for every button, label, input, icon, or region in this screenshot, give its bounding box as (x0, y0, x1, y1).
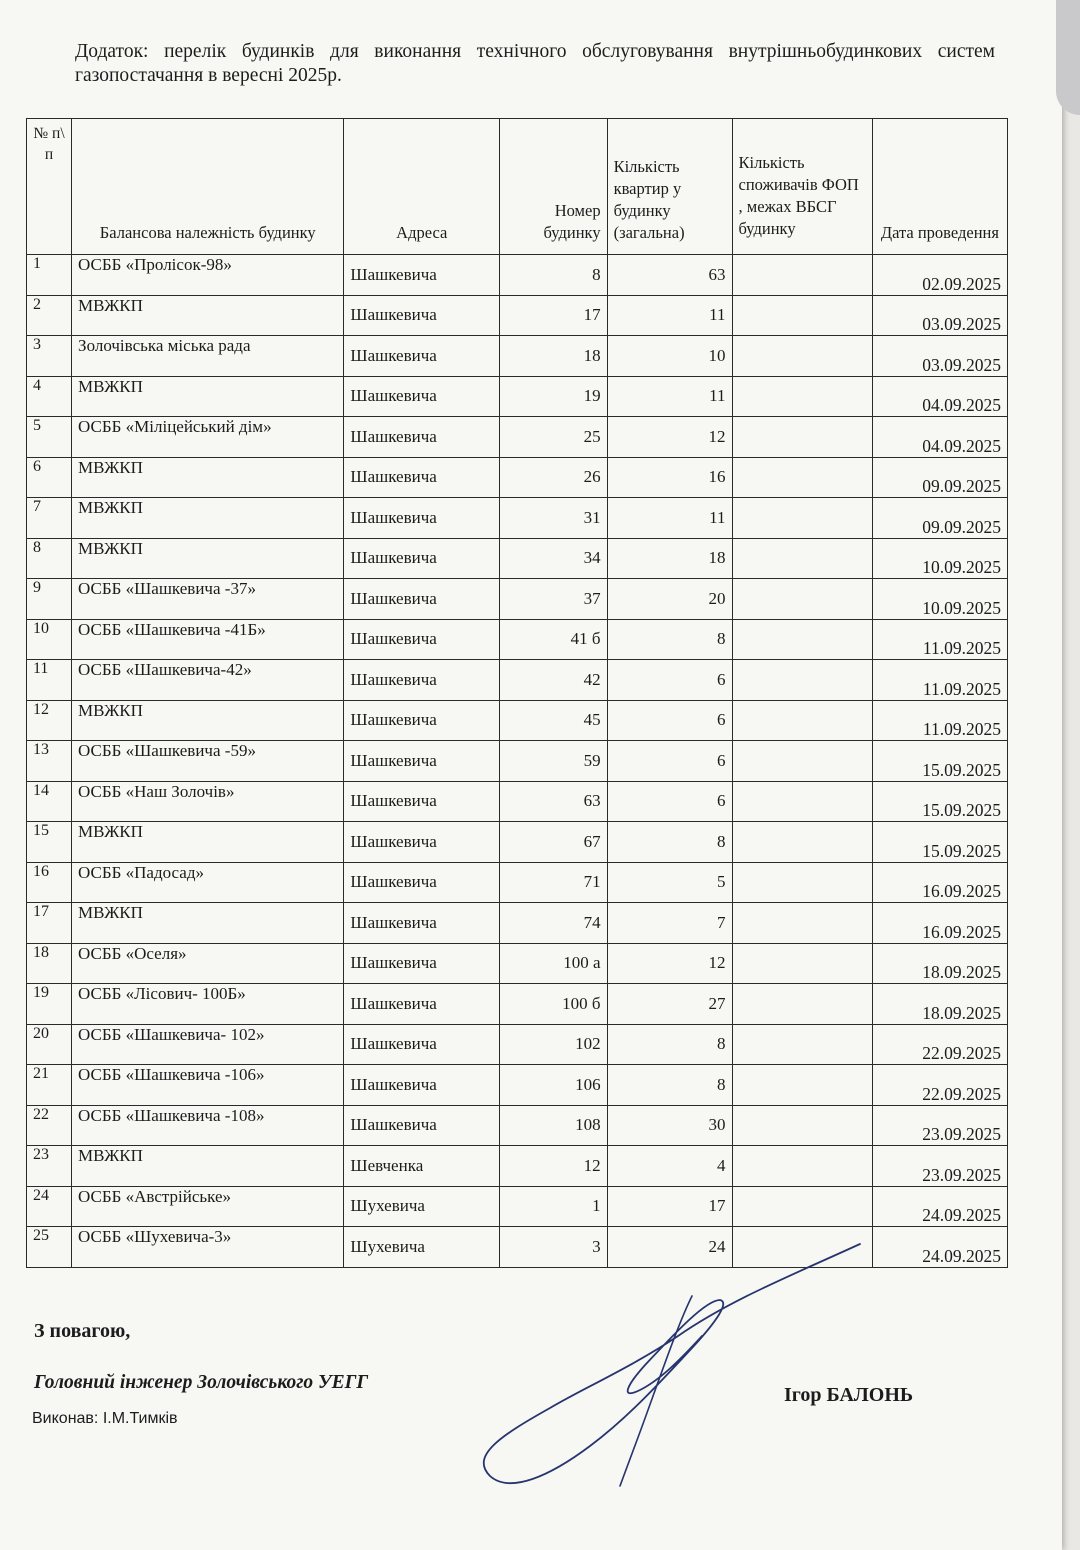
street-address: Шашкевича (344, 1105, 500, 1146)
service-date: 09.09.2025 (872, 498, 1007, 539)
apartment-count: 24 (607, 1227, 732, 1268)
street-address: Шухевича (344, 1186, 500, 1227)
table-row (27, 1146, 1008, 1187)
consumer-count (732, 255, 872, 296)
apartment-count: 12 (607, 417, 732, 458)
apartment-count: 11 (607, 295, 732, 336)
apartment-count: 11 (607, 498, 732, 539)
table-row (27, 781, 1008, 822)
column-header-house-number: Номер будинку (500, 119, 608, 255)
balance-holder: ОСББ «Пролісок-98» (72, 255, 344, 296)
street-address: Шашкевича (344, 943, 500, 984)
consumer-count (732, 984, 872, 1025)
street-address: Шашкевича (344, 457, 500, 498)
house-number: 1 (500, 1186, 608, 1227)
row-number: 21 (27, 1065, 72, 1106)
balance-holder: ОСББ «Шашкевича -106» (72, 1065, 344, 1106)
consumer-count (732, 660, 872, 701)
signer-position: Головний інженер Золочівського УЕГГ (34, 1372, 369, 1393)
balance-holder: ОСББ «Падосад» (72, 862, 344, 903)
service-date: 10.09.2025 (872, 579, 1007, 620)
table-row (27, 903, 1008, 944)
service-date: 11.09.2025 (872, 619, 1007, 660)
column-header-consumers: Кількість споживачів ФОП , межах ВБСГ будинку (732, 119, 872, 255)
apartment-count: 17 (607, 1186, 732, 1227)
apartment-count: 8 (607, 619, 732, 660)
table-row (27, 741, 1008, 782)
document-title: Додаток: перелік будинків для виконання технічного обслуговування внутрішньобудинкових систем газопостачання в вересні 2025р. (75, 41, 995, 86)
service-date: 22.09.2025 (872, 1024, 1007, 1065)
balance-holder: МВЖКП (72, 700, 344, 741)
house-number: 37 (500, 579, 608, 620)
row-number: 1 (27, 255, 72, 296)
house-number: 108 (500, 1105, 608, 1146)
binder-edge (1056, 0, 1080, 115)
balance-holder: ОСББ «Шашкевича -37» (72, 579, 344, 620)
closing-line: З повагою, (34, 1320, 131, 1342)
house-number: 67 (500, 822, 608, 863)
apartment-count: 10 (607, 336, 732, 377)
service-date: 10.09.2025 (872, 538, 1007, 579)
street-address: Шашкевича (344, 1065, 500, 1106)
street-address: Шашкевича (344, 498, 500, 539)
house-number: 12 (500, 1146, 608, 1187)
service-date: 04.09.2025 (872, 376, 1007, 417)
row-number: 20 (27, 1024, 72, 1065)
row-number: 14 (27, 781, 72, 822)
handwritten-signature (430, 1240, 870, 1500)
apartment-count: 30 (607, 1105, 732, 1146)
balance-holder: ОСББ «Наш Золочів» (72, 781, 344, 822)
consumer-count (732, 943, 872, 984)
apartment-count: 4 (607, 1146, 732, 1187)
house-number: 17 (500, 295, 608, 336)
row-number: 5 (27, 417, 72, 458)
house-number: 41 б (500, 619, 608, 660)
row-number: 19 (27, 984, 72, 1025)
house-number: 25 (500, 417, 608, 458)
table-row (27, 943, 1008, 984)
table-row (27, 822, 1008, 863)
apartment-count: 11 (607, 376, 732, 417)
street-address: Шухевича (344, 1227, 500, 1268)
street-address: Шашкевича (344, 984, 500, 1025)
apartment-count: 27 (607, 984, 732, 1025)
table-row (27, 1024, 1008, 1065)
house-number: 106 (500, 1065, 608, 1106)
consumer-count (732, 1024, 872, 1065)
table-row (27, 1105, 1008, 1146)
consumer-count (732, 1146, 872, 1187)
street-address: Шашкевича (344, 781, 500, 822)
street-address: Шевченка (344, 1146, 500, 1187)
street-address: Шашкевича (344, 376, 500, 417)
house-number: 71 (500, 862, 608, 903)
table-row (27, 255, 1008, 296)
street-address: Шашкевича (344, 336, 500, 377)
street-address: Шашкевича (344, 903, 500, 944)
row-number: 6 (27, 457, 72, 498)
service-date: 16.09.2025 (872, 862, 1007, 903)
table-row (27, 1065, 1008, 1106)
street-address: Шашкевича (344, 1024, 500, 1065)
balance-holder: ОСББ «Австрійське» (72, 1186, 344, 1227)
consumer-count (732, 1065, 872, 1106)
apartment-count: 6 (607, 781, 732, 822)
row-number: 7 (27, 498, 72, 539)
balance-holder: ОСББ «Шашкевича -59» (72, 741, 344, 782)
table-row (27, 1186, 1008, 1227)
table-row (27, 336, 1008, 377)
consumer-count (732, 295, 872, 336)
balance-holder: ОСББ «Шашкевича-42» (72, 660, 344, 701)
service-date: 18.09.2025 (872, 943, 1007, 984)
house-number: 31 (500, 498, 608, 539)
house-number: 74 (500, 903, 608, 944)
street-address: Шашкевича (344, 862, 500, 903)
table-header-row (27, 119, 1008, 255)
balance-holder: ОСББ «Лісович- 100Б» (72, 984, 344, 1025)
balance-holder: ОСББ «Шашкевича- 102» (72, 1024, 344, 1065)
column-header-balance: Балансова належність будинку (72, 119, 344, 255)
house-number: 63 (500, 781, 608, 822)
consumer-count (732, 1105, 872, 1146)
table-row (27, 619, 1008, 660)
apartment-count: 6 (607, 660, 732, 701)
service-date: 24.09.2025 (872, 1227, 1007, 1268)
apartment-count: 8 (607, 822, 732, 863)
balance-holder: МВЖКП (72, 538, 344, 579)
consumer-count (732, 619, 872, 660)
apartment-count: 63 (607, 255, 732, 296)
balance-holder: ОСББ «Міліцейський дім» (72, 417, 344, 458)
house-number: 19 (500, 376, 608, 417)
row-number: 13 (27, 741, 72, 782)
service-date: 16.09.2025 (872, 903, 1007, 944)
service-date: 23.09.2025 (872, 1105, 1007, 1146)
consumer-count (732, 903, 872, 944)
row-number: 11 (27, 660, 72, 701)
table-row (27, 984, 1008, 1025)
house-number: 34 (500, 538, 608, 579)
consumer-count (732, 700, 872, 741)
table-row (27, 295, 1008, 336)
house-number: 42 (500, 660, 608, 701)
table-row (27, 862, 1008, 903)
row-number: 24 (27, 1186, 72, 1227)
apartment-count: 16 (607, 457, 732, 498)
column-header-address: Адреса (344, 119, 500, 255)
table-row (27, 579, 1008, 620)
consumer-count (732, 822, 872, 863)
table-row (27, 700, 1008, 741)
signer-name: Ігор БАЛОНЬ (784, 1384, 914, 1406)
consumer-count (732, 579, 872, 620)
service-date: 22.09.2025 (872, 1065, 1007, 1106)
service-date: 23.09.2025 (872, 1146, 1007, 1187)
house-number: 3 (500, 1227, 608, 1268)
house-number: 18 (500, 336, 608, 377)
balance-holder: ОСББ «Шухевича-3» (72, 1227, 344, 1268)
table-row (27, 417, 1008, 458)
table-row (27, 498, 1008, 539)
consumer-count (732, 336, 872, 377)
service-date: 15.09.2025 (872, 822, 1007, 863)
apartment-count: 18 (607, 538, 732, 579)
apartment-count: 20 (607, 579, 732, 620)
row-number: 8 (27, 538, 72, 579)
balance-holder: ОСББ «Шашкевича -108» (72, 1105, 344, 1146)
row-number: 18 (27, 943, 72, 984)
street-address: Шашкевича (344, 295, 500, 336)
balance-holder: МВЖКП (72, 457, 344, 498)
apartment-count: 12 (607, 943, 732, 984)
service-date: 11.09.2025 (872, 700, 1007, 741)
street-address: Шашкевича (344, 700, 500, 741)
apartment-count: 8 (607, 1065, 732, 1106)
row-number: 25 (27, 1227, 72, 1268)
row-number: 9 (27, 579, 72, 620)
balance-holder: ОСББ «Шашкевича -41Б» (72, 619, 344, 660)
row-number: 22 (27, 1105, 72, 1146)
service-date: 03.09.2025 (872, 336, 1007, 377)
apartment-count: 5 (607, 862, 732, 903)
row-number: 3 (27, 336, 72, 377)
column-header-number: № п\ п (27, 119, 72, 255)
street-address: Шашкевича (344, 619, 500, 660)
service-date: 09.09.2025 (872, 457, 1007, 498)
consumer-count (732, 862, 872, 903)
service-date: 24.09.2025 (872, 1186, 1007, 1227)
row-number: 17 (27, 903, 72, 944)
executor-line: Виконав: І.М.Тимків (32, 1410, 178, 1427)
balance-holder: МВЖКП (72, 498, 344, 539)
table-row (27, 457, 1008, 498)
balance-holder: МВЖКП (72, 822, 344, 863)
street-address: Шашкевича (344, 579, 500, 620)
consumer-count (732, 457, 872, 498)
house-number: 100 б (500, 984, 608, 1025)
balance-holder: МВЖКП (72, 903, 344, 944)
service-date: 11.09.2025 (872, 660, 1007, 701)
apartment-count: 7 (607, 903, 732, 944)
service-date: 03.09.2025 (872, 295, 1007, 336)
house-number: 102 (500, 1024, 608, 1065)
balance-holder: МВЖКП (72, 376, 344, 417)
table-row (27, 538, 1008, 579)
balance-holder: МВЖКП (72, 295, 344, 336)
service-date: 15.09.2025 (872, 741, 1007, 782)
service-date: 15.09.2025 (872, 781, 1007, 822)
column-header-apartments: Кількість квартир у будинку (загальна) (607, 119, 732, 255)
row-number: 4 (27, 376, 72, 417)
balance-holder: МВЖКП (72, 1146, 344, 1187)
apartment-count: 6 (607, 741, 732, 782)
house-number: 100 а (500, 943, 608, 984)
consumer-count (732, 741, 872, 782)
row-number: 10 (27, 619, 72, 660)
consumer-count (732, 376, 872, 417)
row-number: 2 (27, 295, 72, 336)
row-number: 12 (27, 700, 72, 741)
house-number: 8 (500, 255, 608, 296)
table-row (27, 376, 1008, 417)
apartment-count: 6 (607, 700, 732, 741)
table-row (27, 660, 1008, 701)
row-number: 16 (27, 862, 72, 903)
column-header-date: Дата проведення (872, 119, 1007, 255)
houses-table (26, 118, 1008, 1268)
balance-holder: Золочівська міська рада (72, 336, 344, 377)
street-address: Шашкевича (344, 538, 500, 579)
consumer-count (732, 1186, 872, 1227)
service-date: 04.09.2025 (872, 417, 1007, 458)
street-address: Шашкевича (344, 255, 500, 296)
house-number: 59 (500, 741, 608, 782)
consumer-count (732, 781, 872, 822)
service-date: 02.09.2025 (872, 255, 1007, 296)
consumer-count (732, 498, 872, 539)
house-number: 45 (500, 700, 608, 741)
house-number: 26 (500, 457, 608, 498)
street-address: Шашкевича (344, 660, 500, 701)
row-number: 15 (27, 822, 72, 863)
consumer-count (732, 417, 872, 458)
row-number: 23 (27, 1146, 72, 1187)
service-date: 18.09.2025 (872, 984, 1007, 1025)
consumer-count (732, 538, 872, 579)
street-address: Шашкевича (344, 741, 500, 782)
street-address: Шашкевича (344, 417, 500, 458)
street-address: Шашкевича (344, 822, 500, 863)
apartment-count: 8 (607, 1024, 732, 1065)
balance-holder: ОСББ «Оселя» (72, 943, 344, 984)
